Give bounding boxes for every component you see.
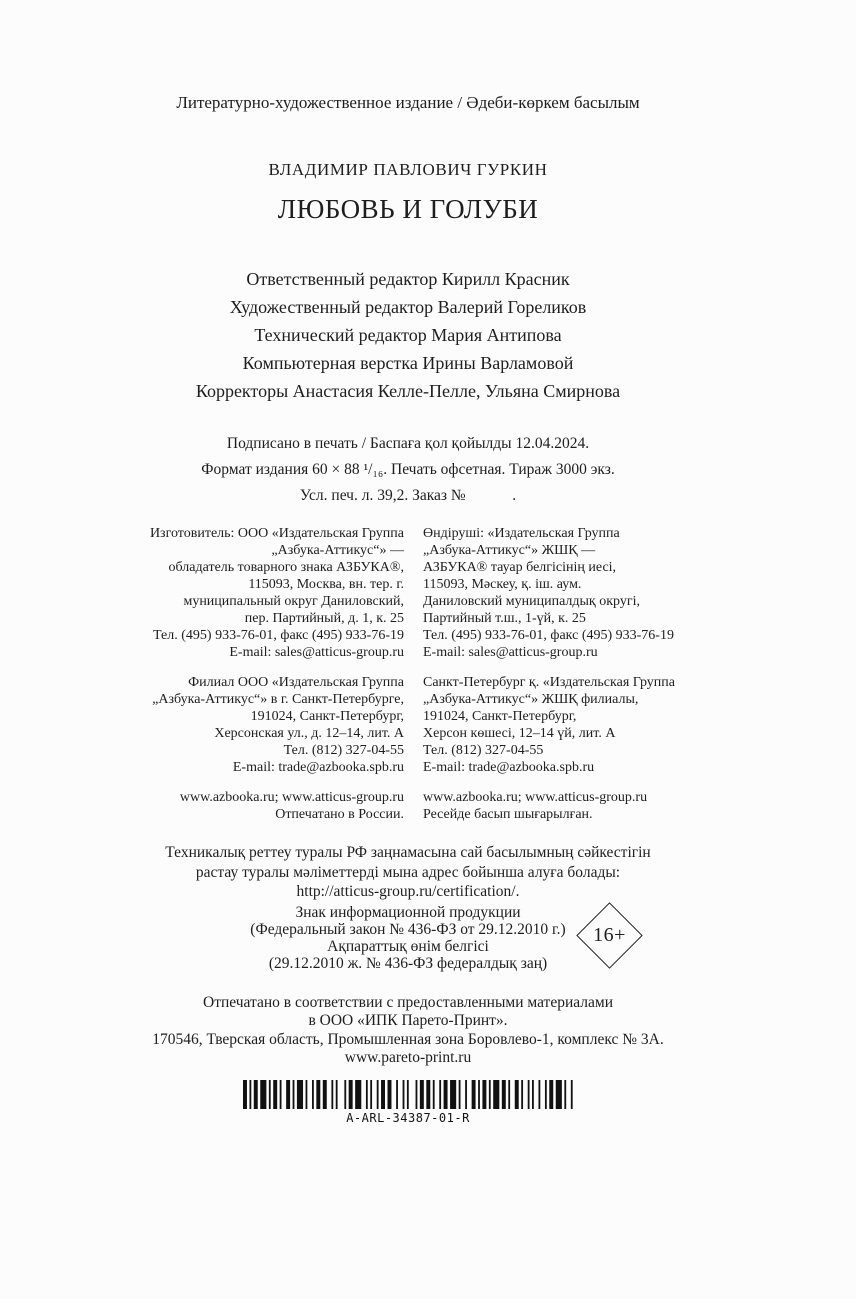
printing-block [88,994,728,1068]
branch-block-ru [88,674,404,776]
producer-line: Партийный т.ш., 1-үй, к. 25 [423,611,586,626]
web-block-kz [423,789,728,823]
branch-line: Санкт-Петербург қ. «Издательская Группа [423,675,675,690]
producer-line: „Азбука-Аттикус“» ЖШҚ — [423,543,596,558]
imprint-left-column [88,525,404,823]
credit-line: Технический редактор Мария Антипова [254,325,562,345]
age-rating-block [88,904,728,972]
branch-email: E-mail: trade@azbooka.spb.ru [423,760,595,775]
producer-line: 115093, Мәскеу, қ. іш. аум. [423,577,582,592]
producer-line: пер. Партийный, д. 1, к. 25 [244,611,404,626]
printing-url: www.pareto-print.ru [344,1049,472,1066]
producer-block-kz [423,525,728,661]
printed-in-line: Ресейде басып шығарылған. [423,807,593,822]
branch-block-kz [423,674,728,776]
producer-email: E-mail: sales@atticus-group.ru [229,645,404,660]
print-info-line: Подписано в печать / Баспаға қол қойылды 12.04.2024. [226,435,590,452]
branch-line: Херсонская ул., д. 12–14, лит. А [214,726,404,741]
author-name: ВЛАДИМИР ПАВЛОВИЧ ГУРКИН [268,160,548,179]
imprint-columns [88,525,728,823]
producer-line: Өндіруші: «Издательская Группа [423,526,620,541]
credit-line: Корректоры Анастасия Келле-Пелле, Ульяна Смирнова [195,381,621,401]
printing-line: Отпечатано в соответствии с предоставленными материалами [203,993,613,1011]
certification-url: http://atticus-group.ru/certification/. [296,883,520,900]
barcode [242,1080,574,1125]
certification-block [88,843,728,902]
printed-in-line: Отпечатано в России. [275,807,404,822]
info-sign-line: Ақпараттық өнім белгісі [327,937,489,955]
producer-line: „Азбука-Аттикус“» — [271,543,404,558]
producer-email: E-mail: sales@atticus-group.ru [423,645,598,660]
credits-block [88,265,728,405]
producer-line: Изготовитель: ООО «Издательская Группа [149,526,404,541]
print-info-line: Формат издания 60 × 88 ¹/₁₆. Печать офсетная. Тираж 3000 экз. [201,461,615,478]
branch-line: Тел. (812) 327-04-55 [283,743,404,758]
producer-line: 115093, Москва, вн. тер. г. [248,577,404,592]
branch-line: „Азбука-Аттикус“» ЖШҚ филиалы, [423,692,639,707]
credit-line: Художественный редактор Валерий Гореликов [229,297,587,317]
book-title: ЛЮБОВЬ И ГОЛУБИ [277,194,539,224]
barcode-label: A-ARL-34387-01-R [346,1110,470,1125]
producer-line: Тел. (495) 933-76-01, факс (495) 933-76-19 [423,628,674,643]
info-sign-line: Знак информационной продукции [295,903,521,921]
producer-line: АЗБУКА® тауар белгісінің иесі, [423,560,617,575]
website-line: www.azbooka.ru; www.atticus-group.ru [179,790,404,805]
info-sign-line: (Федеральный закон № 436-ФЗ от 29.12.2010 г.) [250,920,566,938]
branch-line: „Азбука-Аттикус“» в г. Санкт-Петербурге, [152,692,404,707]
edition-type-line: Литературно-художественное издание / Әдеби-көркем басылым [176,93,640,112]
age-rating-label: 16+ [593,923,626,946]
imprint-right-column [423,525,728,823]
website-line: www.azbooka.ru; www.atticus-group.ru [423,790,648,805]
branch-line: 191024, Санкт-Петербург, [423,709,577,724]
certification-line: Техникалық реттеу туралы РФ заңнамасына сай басылымның сәйкестігін [165,844,651,861]
branch-line: Херсон көшесі, 12–14 үй, лит. А [423,726,616,741]
web-block-ru [88,789,404,823]
barcode-bars-image [243,1080,573,1109]
print-info-line: Усл. печ. л. 39,2. Заказ № . [299,487,517,504]
info-sign-line: (29.12.2010 ж. № 436-ФЗ федералдық заң) [268,954,548,972]
credit-line: Ответственный редактор Кирилл Красник [246,269,570,289]
branch-line: Тел. (812) 327-04-55 [423,743,544,758]
branch-email: E-mail: trade@azbooka.spb.ru [232,760,404,775]
print-info-block [88,431,728,509]
producer-block-ru [88,525,404,661]
producer-line: Даниловский муниципалдық округі, [423,594,640,609]
branch-line: Филиал ООО «Издательская Группа [188,675,404,690]
producer-line: муниципальный округ Даниловский, [183,594,404,609]
producer-line: Тел. (495) 933-76-01, факс (495) 933-76-19 [153,628,404,643]
credit-line: Компьютерная верстка Ирины Варламовой [242,353,574,373]
page-content [88,0,728,1125]
branch-line: 191024, Санкт-Петербург, [250,709,404,724]
printing-line: в ООО «ИПК Парето-Принт». [308,1012,508,1029]
producer-line: обладатель товарного знака АЗБУКА®, [168,560,404,575]
certification-line: растау туралы мәліметтерді мына адрес бойынша алуға болады: [195,863,621,881]
printing-line: 170546, Тверская область, Промышленная зона Боровлево-1, комплекс № 3А. [152,1030,664,1048]
